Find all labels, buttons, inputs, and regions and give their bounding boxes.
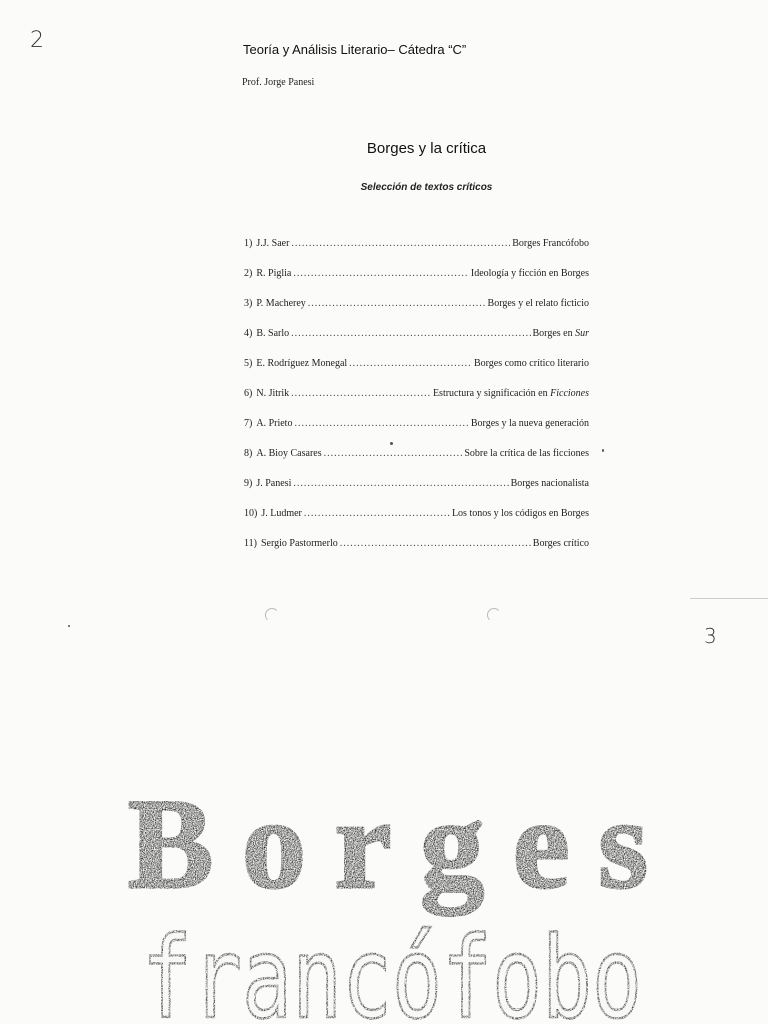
toc-entry (244, 478, 589, 508)
toc-entry-author: N. Jitrik (256, 388, 290, 399)
toc-entry-title-text: Ideología y ficción en Borges (470, 268, 589, 279)
toc-entry-title (488, 298, 589, 309)
toc-entry-title-text: Borges y la nueva generación (470, 418, 589, 429)
toc-dot-leader (294, 418, 468, 429)
toc-entry-number: 11) (244, 538, 257, 549)
toc-entry-number: 2) (244, 268, 253, 279)
toc-entry-number: 4) (244, 328, 253, 339)
toc-entry-title-italic: Ficciones (550, 388, 589, 399)
toc-entry-title (464, 448, 589, 459)
big-title-borges: Borges (128, 773, 648, 915)
toc-entry (244, 268, 589, 298)
toc-dot-leader (293, 478, 508, 489)
toc-entry-number: 7) (244, 418, 253, 429)
toc-entry-author: A. Bioy Casares (256, 448, 322, 459)
table-of-contents (244, 238, 589, 568)
toc-entry-number: 6) (244, 388, 253, 399)
toc-entry (244, 448, 589, 478)
toc-entry-title (433, 388, 589, 399)
toc-dot-leader (304, 508, 450, 519)
toc-entry (244, 538, 589, 568)
toc-entry (244, 508, 589, 538)
toc-entry-author: A. Prieto (256, 418, 293, 429)
toc-entry-title-text: Estructura y significación en (432, 388, 551, 399)
toc-dot-leader (324, 448, 463, 459)
page-subtitle: Selección de textos críticos (360, 182, 493, 193)
toc-entry-title-text: Borges Francófobo (512, 238, 589, 249)
toc-dot-leader (308, 298, 486, 309)
scan-edge-line (690, 598, 768, 599)
toc-entry-author: B. Sarlo (256, 328, 290, 339)
course-header: Teoría y Análisis Literario– Cátedra “C” (243, 42, 467, 57)
toc-entry-author: J. Panesi (256, 478, 292, 489)
toc-entry-title (512, 238, 589, 249)
scan-speck (602, 449, 604, 452)
toc-entry-author: P. Macherey (256, 298, 306, 309)
big-title-graphic (0, 755, 768, 1024)
toc-entry-author: J.J. Saer (256, 238, 290, 249)
page-number-top: 2 (30, 28, 44, 53)
toc-entry-title-text: Borges nacionalista (510, 478, 589, 489)
toc-entry-number: 8) (244, 448, 253, 459)
toc-entry-author: Sergio Pastormerlo (260, 538, 338, 549)
toc-entry-title (471, 418, 589, 429)
toc-entry (244, 358, 589, 388)
toc-entry (244, 298, 589, 328)
scan-speck (68, 625, 70, 627)
toc-entry-number: 10) (244, 508, 258, 519)
toc-entry-title-text: Sobre la crítica de las ficciones (464, 448, 589, 459)
scan-speck (390, 442, 393, 445)
page-title: Borges y la crítica (366, 140, 487, 157)
toc-dot-leader (340, 538, 531, 549)
toc-dot-leader (349, 358, 472, 369)
toc-entry-number: 5) (244, 358, 253, 369)
toc-entry-author: R. Piglia (256, 268, 292, 279)
toc-entry (244, 418, 589, 448)
toc-entry-author: J. Ludmer (261, 508, 302, 519)
toc-entry-title-text: Borges y el relato ficticio (487, 298, 589, 309)
toc-entry (244, 238, 589, 268)
toc-entry-title (533, 538, 589, 549)
toc-entry-number: 9) (244, 478, 253, 489)
toc-entry-title-italic: Sur (575, 328, 589, 339)
toc-entry-author: E. Rodríguez Monegal (256, 358, 348, 369)
toc-entry-title (452, 508, 589, 519)
toc-dot-leader (291, 238, 510, 249)
toc-entry-number: 1) (244, 238, 253, 249)
toc-entry (244, 328, 589, 358)
scan-smudge (265, 608, 279, 622)
toc-dot-leader (291, 328, 530, 339)
page-number-right: 3 (704, 624, 717, 648)
toc-dot-leader (291, 388, 431, 399)
professor-name: Prof. Jorge Panesi (242, 77, 315, 88)
scan-smudge (487, 608, 501, 622)
toc-entry-title-text: Borges en (532, 328, 576, 339)
toc-entry-title-text: Los tonos y los códigos en Borges (451, 508, 589, 519)
toc-entry (244, 388, 589, 418)
toc-entry-title-text: Borges crítico (532, 538, 589, 549)
toc-entry-title (474, 358, 589, 369)
toc-dot-leader (293, 268, 469, 279)
toc-entry-title (533, 328, 590, 339)
big-title-francofobo: francófobo (142, 914, 642, 1024)
toc-entry-title (511, 478, 589, 489)
toc-entry-title (471, 268, 589, 279)
toc-entry-title-text: Borges como crítico literario (473, 358, 589, 369)
toc-entry-number: 3) (244, 298, 253, 309)
